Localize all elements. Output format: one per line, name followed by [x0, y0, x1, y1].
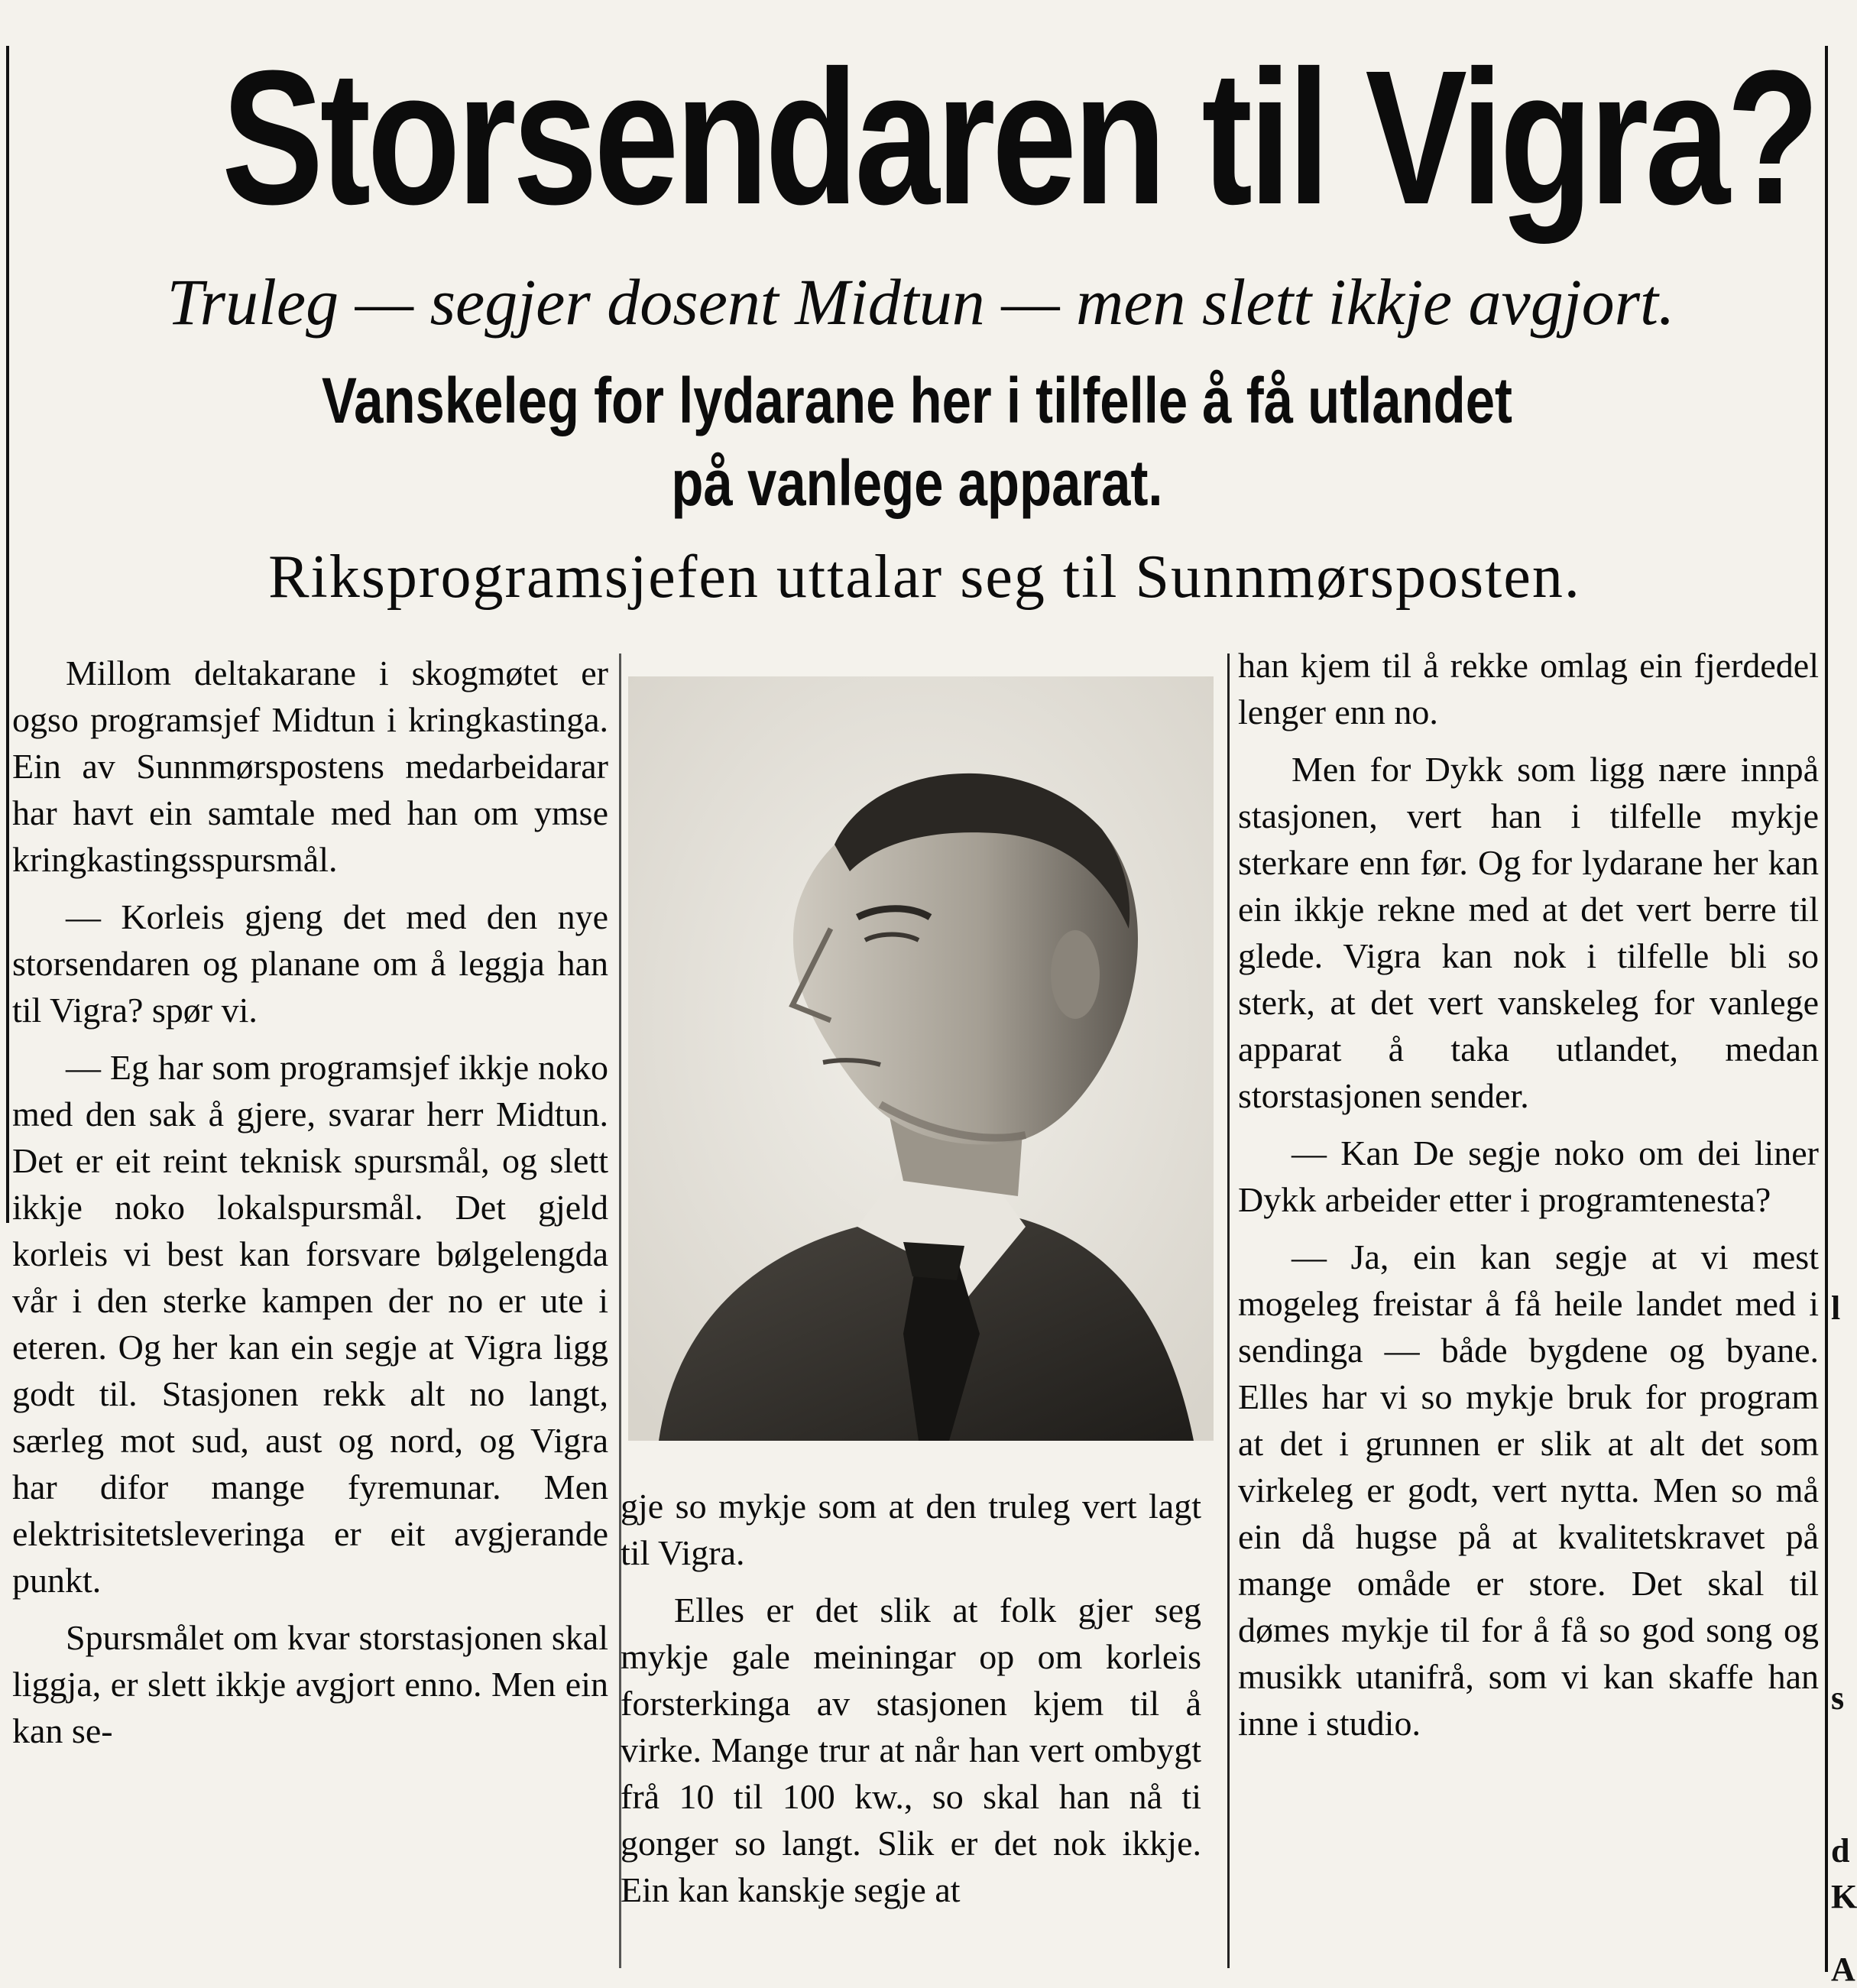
headline: Storsendaren til Vigra? [222, 31, 1816, 244]
subheadline-italic: Truleg — segjer dosent Midtun — men slett ikkje avgjort. [167, 265, 1675, 339]
edge-fragment: K [1831, 1878, 1857, 1915]
paragraph: han kjem til å rekke omlag ein fjerdedel lenger enn no. [1238, 646, 1819, 731]
edge-fragment: l [1831, 1289, 1841, 1327]
article-column-right [1238, 642, 1819, 1957]
paragraph: — Eg har som programsjef ikkje noko med den sak å gjere, svarar herr Midtun. Det er eit reint teknisk spursmål, og slett ikkje noko lokalspursmål. Det gjeld korleis vi best kan forsvare bølgelengda vår i den sterke kampen der no er ute i eteren. Og her kan ein segje at Vigra ligg godt til. Stasjonen rekk alt no langt, særleg mot sud, aust og nord, og Vigra har difor mange fyremunar. Men elektrisitetsleveringa er eit avgjerande punkt. [12, 1048, 608, 1600]
article-column-left [12, 650, 608, 1964]
paragraph: Men for Dykk som ligg nære innpå stasjonen, vert han i tilfelle mykje sterkare enn før. Og for lydarane her kan ein ikkje rekne med at det vert berre til glede. Vigra kan nok i tilfelle bli so sterk, at det vert vanskeleg for vanlege apparat å taka utlandet, medan storstasjonen sender. [1238, 750, 1819, 1115]
portrait-illustration [628, 676, 1214, 1441]
article-column-middle [621, 1483, 1201, 1964]
right-border-rule [1825, 46, 1828, 1972]
paragraph: Spursmålet om kvar storstasjonen skal liggja, er slett ikkje avgjort enno. Men ein kan se- [12, 1618, 608, 1750]
paragraph: — Kan De segje noko om dei liner Dykk arbeider etter i programtenesta? [1238, 1133, 1819, 1219]
subheadline-bold: Vanskeleg for lydarane her i tilfelle å få utlandet på vanlege apparat. [322, 365, 1512, 519]
paragraph: Elles er det slik at folk gjer seg mykje gale meiningar op om korleis forsterkinga av stasjonen kjem til å virke. Mange trur at når han vert ombygt frå 10 til 100 kw., so skal han nå ti gonger so langt. Slik er det nok ikkje. Ein kan kanskje segje at [621, 1591, 1201, 1909]
paragraph: Millom deltakarane i skogmøtet er ogso programsjef Midtun i kringkastinga. Ein av Sunnmørspostens medarbeidarar har havt ein samtale med han om ymse kringkastingsspursmål. [12, 653, 608, 879]
edge-fragment: d [1831, 1832, 1850, 1870]
paragraph: — Korleis gjeng det med den nye storsendaren og planane om å leggja han til Vigra? spør vi. [12, 897, 608, 1030]
left-border-rule [6, 46, 9, 1223]
column-divider [1227, 653, 1230, 1968]
subheadline-plain: Riksprogramsjefen uttalar seg til Sunnmørsposten. [268, 543, 1581, 611]
portrait-photo [628, 676, 1214, 1441]
paragraph: gje so mykje som at den truleg vert lagt til Vigra. [621, 1487, 1201, 1572]
edge-fragment: s [1831, 1679, 1845, 1717]
paragraph: — Ja, ein kan segje at vi mest mogeleg freistar å få heile landet med i sendinga — både bygdene og byane. Elles har vi so mykje bruk for program at det i grunnen er slik at alt det som virkeleg er godt, vert nytta. Men so må ein då hugse på at kvalitetskravet på mange omåde er store. Det skal til dømes mykje til for å få so god song og musikk utanifrå, som vi kan skaffe han inne i studio. [1238, 1237, 1819, 1743]
edge-fragment: A [1831, 1951, 1855, 1988]
